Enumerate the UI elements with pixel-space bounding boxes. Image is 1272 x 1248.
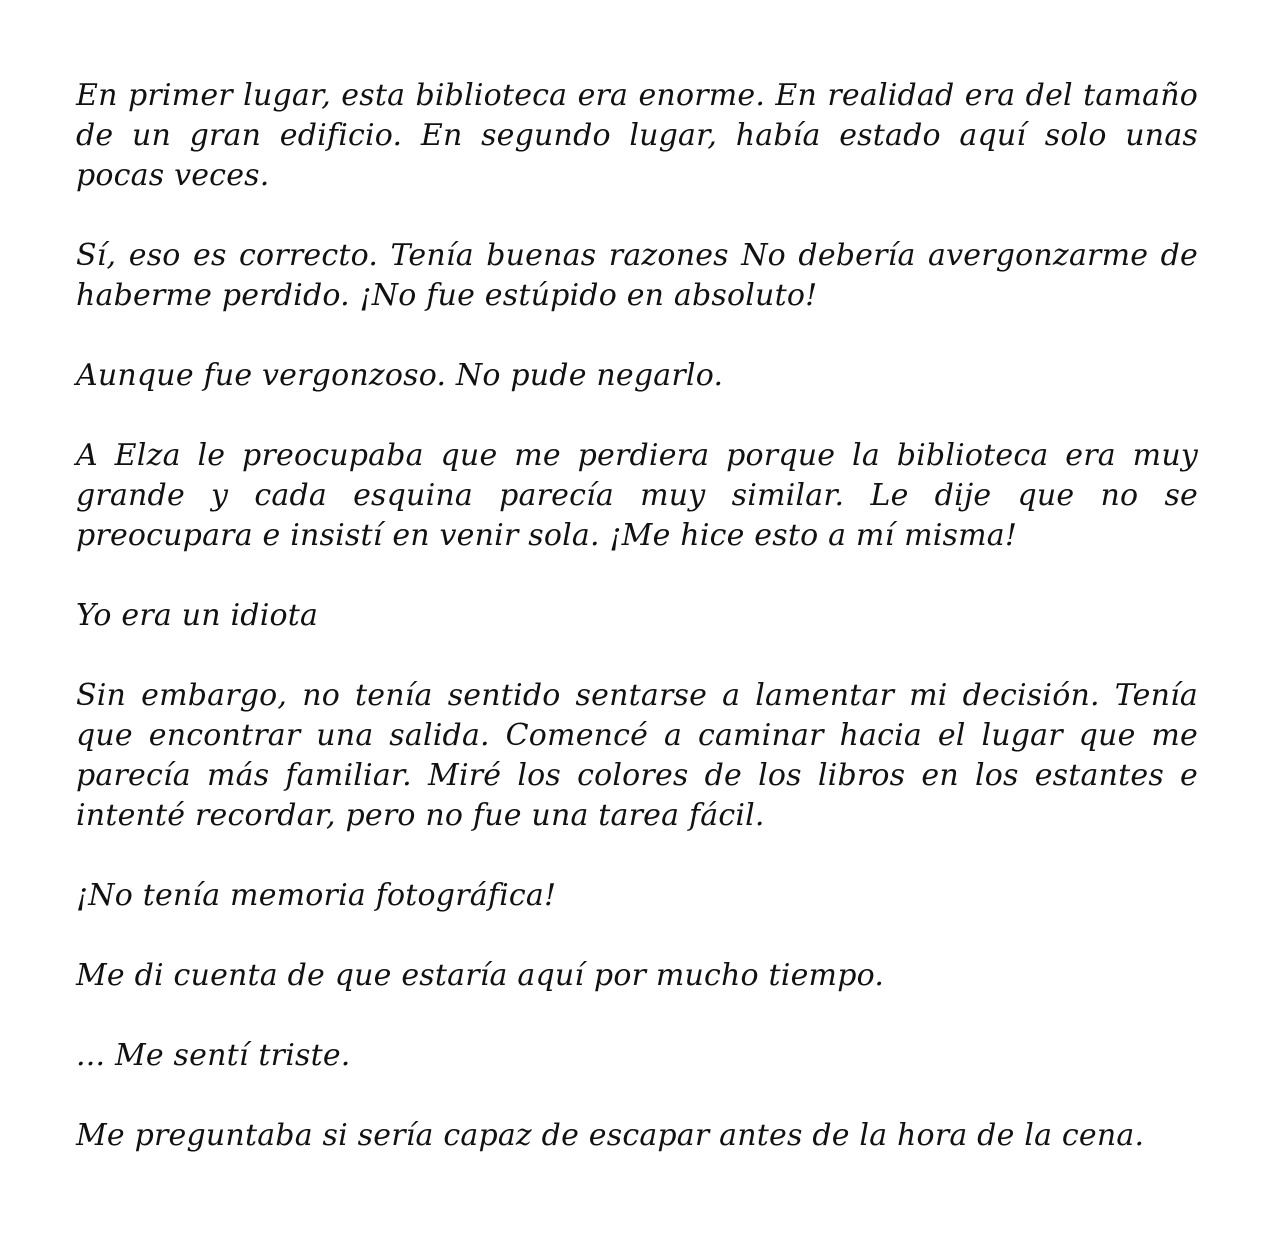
paragraph-5: Yo era un idiota: [76, 598, 319, 633]
paragraph-9: ... Me sentí triste.: [76, 1038, 351, 1073]
paragraph-7: ¡No tenía memoria fotográfica!: [76, 878, 557, 913]
paragraph-4: A Elza le preocupaba que me perdiera porque la biblioteca era muy grande y cada esquina parecía muy similar. Le dije que no se preocupara e insistí en venir sola. ¡Me hice esto a mí misma!: [76, 438, 1198, 553]
paragraph-2: Sí, eso es correcto. Tenía buenas razones No debería avergonzarme de haberme perdido. ¡No fue estúpido en absoluto!: [76, 238, 1198, 313]
paragraph-8: Me di cuenta de que estaría aquí por mucho tiempo.: [76, 958, 885, 993]
paragraph-3: Aunque fue vergonzoso. No pude negarlo.: [76, 358, 724, 393]
paragraph-10: Me preguntaba si sería capaz de escapar antes de la hora de la cena.: [76, 1118, 1145, 1153]
paragraph-1: En primer lugar, esta biblioteca era enorme. En realidad era del tamaño de un gran edificio. En segundo lugar, había estado aquí solo unas pocas veces.: [76, 78, 1198, 193]
paragraph-6: Sin embargo, no tenía sentido sentarse a lamentar mi decisión. Tenía que encontrar una salida. Comencé a caminar hacia el lugar que me parecía más familiar. Miré los colores de los libros en los estantes e intenté recordar, pero no fue una tarea fácil.: [76, 678, 1198, 833]
text-body: [76, 76, 1198, 1156]
